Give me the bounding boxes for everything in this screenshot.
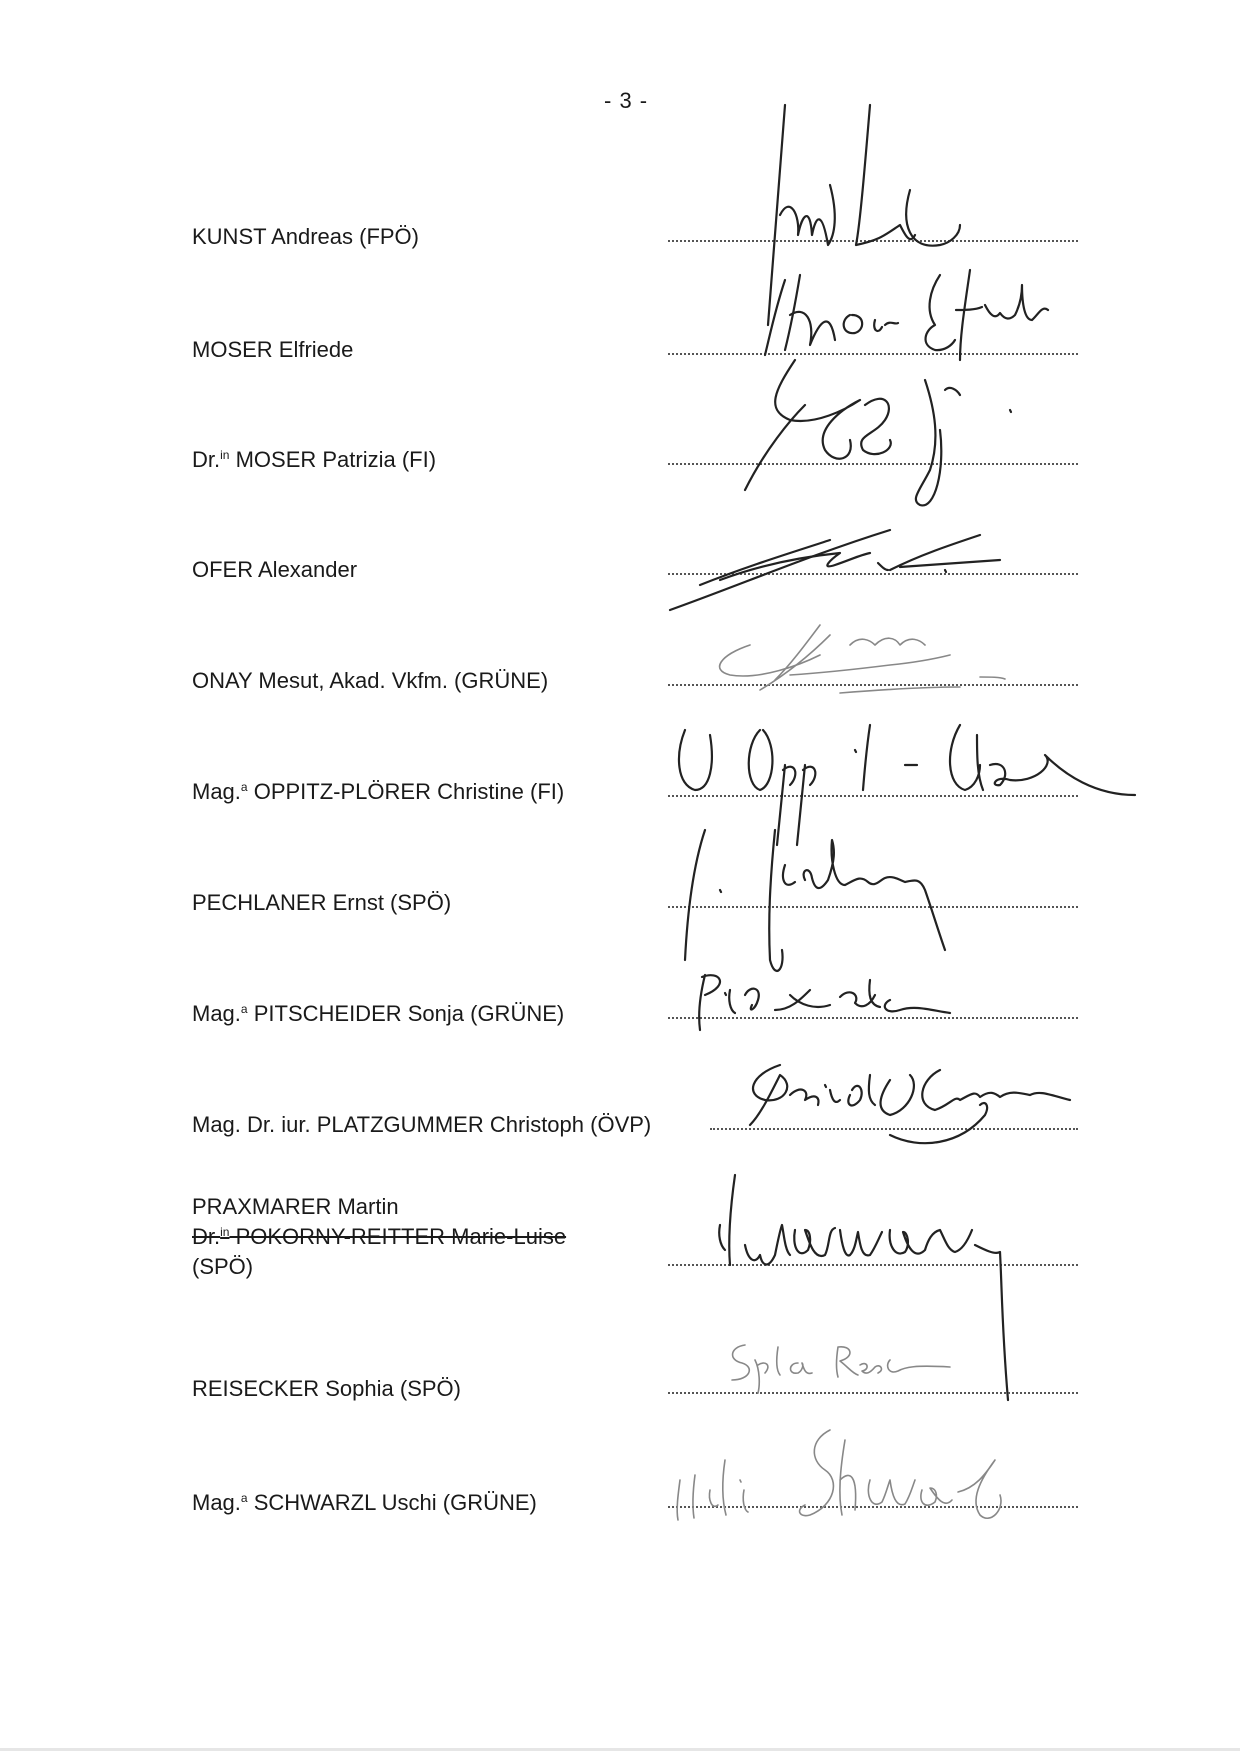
title-suffix: a — [240, 780, 248, 794]
signatory-name-text: KUNST Andreas (FPÖ) — [192, 224, 419, 249]
title-prefix: Mag. — [192, 1001, 241, 1026]
signatory-name — [192, 445, 436, 475]
signatory-name-text: REISECKER Sophia (SPÖ) — [192, 1376, 461, 1401]
signatory-name — [192, 666, 548, 696]
title-suffix: in — [220, 448, 230, 462]
page-bottom-edge — [0, 1748, 1240, 1751]
signature-schwarzl — [660, 1420, 1060, 1530]
signatory-name — [192, 1374, 461, 1404]
signature-moser-patrizia — [735, 350, 1055, 530]
title-suffix: in — [220, 1225, 230, 1239]
title-prefix: Mag. — [192, 1490, 241, 1515]
signatory-name — [192, 888, 451, 918]
signatory-block — [192, 1192, 566, 1282]
title-suffix: a — [240, 1491, 248, 1505]
signatory-name — [192, 777, 564, 807]
signatory-name — [192, 999, 564, 1029]
title-prefix: Dr. — [192, 1224, 221, 1249]
party-label: (SPÖ) — [192, 1254, 254, 1279]
struck-name — [192, 1222, 566, 1252]
signatory-name-text: PRAXMARER Martin — [192, 1194, 399, 1219]
signatory-name — [192, 555, 357, 585]
signatory-name-text: SCHWARZL Uschi (GRÜNE) — [247, 1490, 537, 1515]
signatory-name-text: PECHLANER Ernst (SPÖ) — [192, 890, 452, 915]
signatory-name — [192, 222, 419, 252]
title-prefix: Mag. — [192, 779, 241, 804]
signature-onay — [690, 615, 1020, 715]
signature-ofer — [660, 515, 1020, 615]
signatory-name-text: OFER Alexander — [192, 557, 358, 582]
signatory-name-text: Mag. Dr. iur. PLATZGUMMER Christoph (ÖVP) — [192, 1112, 652, 1137]
signature-pitscheider — [690, 965, 990, 1035]
signatory-name-text: MOSER Elfriede — [192, 337, 354, 362]
signatory-name — [192, 1110, 651, 1140]
signatory-name-text: PITSCHEIDER Sonja (GRÜNE) — [247, 1001, 565, 1026]
signatory-name — [192, 335, 353, 365]
signatory-name-text: MOSER Patrizia (FI) — [229, 447, 437, 472]
signature-platzgummer — [740, 1055, 1090, 1185]
title-prefix: Dr. — [192, 447, 221, 472]
signatory-name-text: OPPITZ-PLÖRER Christine (FI) — [247, 779, 565, 804]
signatory-name — [192, 1488, 537, 1518]
signatory-name-text: ONAY Mesut, Akad. Vkfm. (GRÜNE) — [192, 668, 549, 693]
title-suffix: a — [240, 1002, 248, 1016]
page-number: - 3 - — [604, 88, 649, 113]
struck-name-text: POKORNY-REITTER Marie-Luise — [229, 1224, 567, 1249]
signature-reisecker — [720, 1335, 980, 1395]
